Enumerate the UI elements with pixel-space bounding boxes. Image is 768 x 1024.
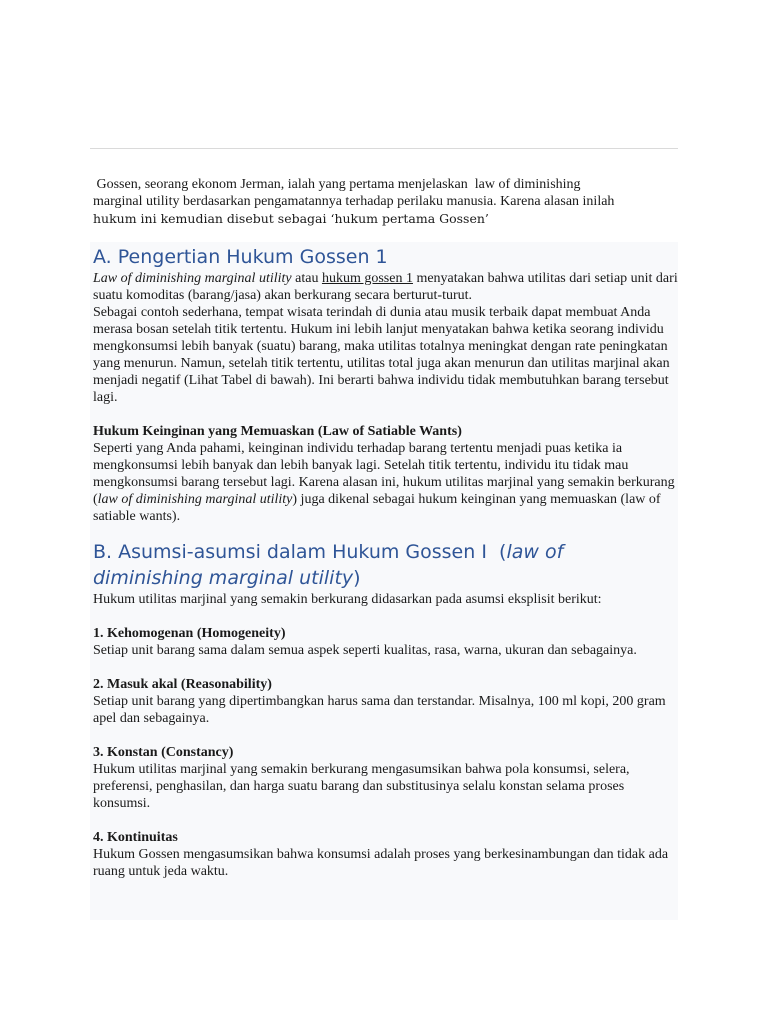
italic-term: law of diminishing marginal utility — [97, 492, 293, 507]
heading-fragment: B. Asumsi-asumsi dalam Hukum Gossen I ( — [93, 541, 507, 563]
section-b-heading — [93, 537, 678, 591]
text-fragment: ) juga dikenal sebagai hukum keinginan yang memuaskan (law of satiable wants). — [93, 492, 661, 524]
assumption-text: Hukum Gossen mengasumsikan bahwa konsumsi adalah proses yang berkesinambungan dan tidak ada ruang untuk jeda waktu. — [93, 847, 669, 879]
article-body — [90, 242, 678, 920]
text-fragment: Seperti yang Anda pahami, keinginan individu terhadap barang tertentu menjadi puas ketika ia mengkonsumsi lebih banyak dan lebih banyak lagi. Setelah titik tertentu, individu itu tidak mau mengkonsumsi barang tersebut lagi. Karena alasan ini, hukum utilitas marjinal yang semakin berkurang ( — [93, 441, 675, 507]
assumption-text: Setiap unit barang sama dalam semua aspek seperti kualitas, rasa, warna, ukuran dan sebagainya. — [93, 643, 637, 658]
intro-line: hukum ini kemudian disebut sebagai ‘hukum pertama Gossen’ — [93, 211, 489, 226]
italic-term: Law of diminishing marginal utility — [93, 271, 292, 286]
intro-line: Gossen, seorang ekonom Jerman, ialah yang pertama menjelaskan law of diminishing — [93, 177, 581, 192]
assumption-text: Setiap unit barang yang dipertimbangkan harus sama dan terstandar. Misalnya, 100 ml kopi, 200 gram apel dan sebagainya. — [93, 694, 666, 726]
intro-paragraph — [93, 176, 693, 227]
section-a-paragraph-3 — [93, 440, 678, 525]
text-fragment: menyatakan bahwa utilitas dari setiap unit dari suatu komoditas (barang/jasa) akan berkurang secara berturut-turut. — [93, 271, 678, 303]
heading-italic: law of diminishing marginal utility — [93, 541, 564, 589]
header-divider — [90, 148, 678, 149]
intro-line: marginal utility berdasarkan pengamatannya terhadap perilaku manusia. Karena alasan inilah — [93, 194, 615, 209]
section-a-heading: A. Pengertian Hukum Gossen 1 — [93, 246, 388, 268]
assumption-title: 2. Masuk akal (Reasonability) — [93, 677, 272, 692]
assumption-title: 1. Kehomogenan (Homogeneity) — [93, 626, 286, 641]
assumption-title: 3. Konstan (Constancy) — [93, 745, 234, 760]
assumption-text: Hukum utilitas marjinal yang semakin berkurang mengasumsikan bahwa pola konsumsi, selera, preferensi, penghasilan, dan harga suatu barang dan substitusinya selalu konstan selama proses konsumsi. — [93, 762, 630, 811]
heading-fragment: ) — [353, 567, 361, 589]
section-a-paragraph-2: Sebagai contoh sederhana, tempat wisata terindah di dunia atau musik terbaik dapat membuat Anda merasa bosan setelah titik tertentu. Hukum ini lebih lanjut menyatakan bahwa ketika seorang individu mengkonsumsi lebih banyak (suatu) barang, maka utilitas totalnya meningkat dengan rate peningkatan yang menurun. Namun, setelah titik tertentu, utilitas total juga akan menurun dan utilitas marjinal akan menjadi negatif (Lihat Tabel di bawah). Ini berarti bahwa individu tidak membutuhkan barang tersebut lagi. — [93, 305, 670, 405]
sub-heading: Hukum Keinginan yang Memuaskan (Law of Satiable Wants) — [93, 424, 462, 439]
assumption-title: 4. Kontinuitas — [93, 830, 178, 845]
text-fragment: atau — [291, 271, 322, 286]
section-a-paragraph-1 — [93, 270, 678, 304]
section-b-intro: Hukum utilitas marjinal yang semakin berkurang didasarkan pada asumsi eksplisit berikut: — [93, 592, 602, 607]
hukum-gossen-link[interactable]: hukum gossen 1 — [321, 271, 413, 286]
